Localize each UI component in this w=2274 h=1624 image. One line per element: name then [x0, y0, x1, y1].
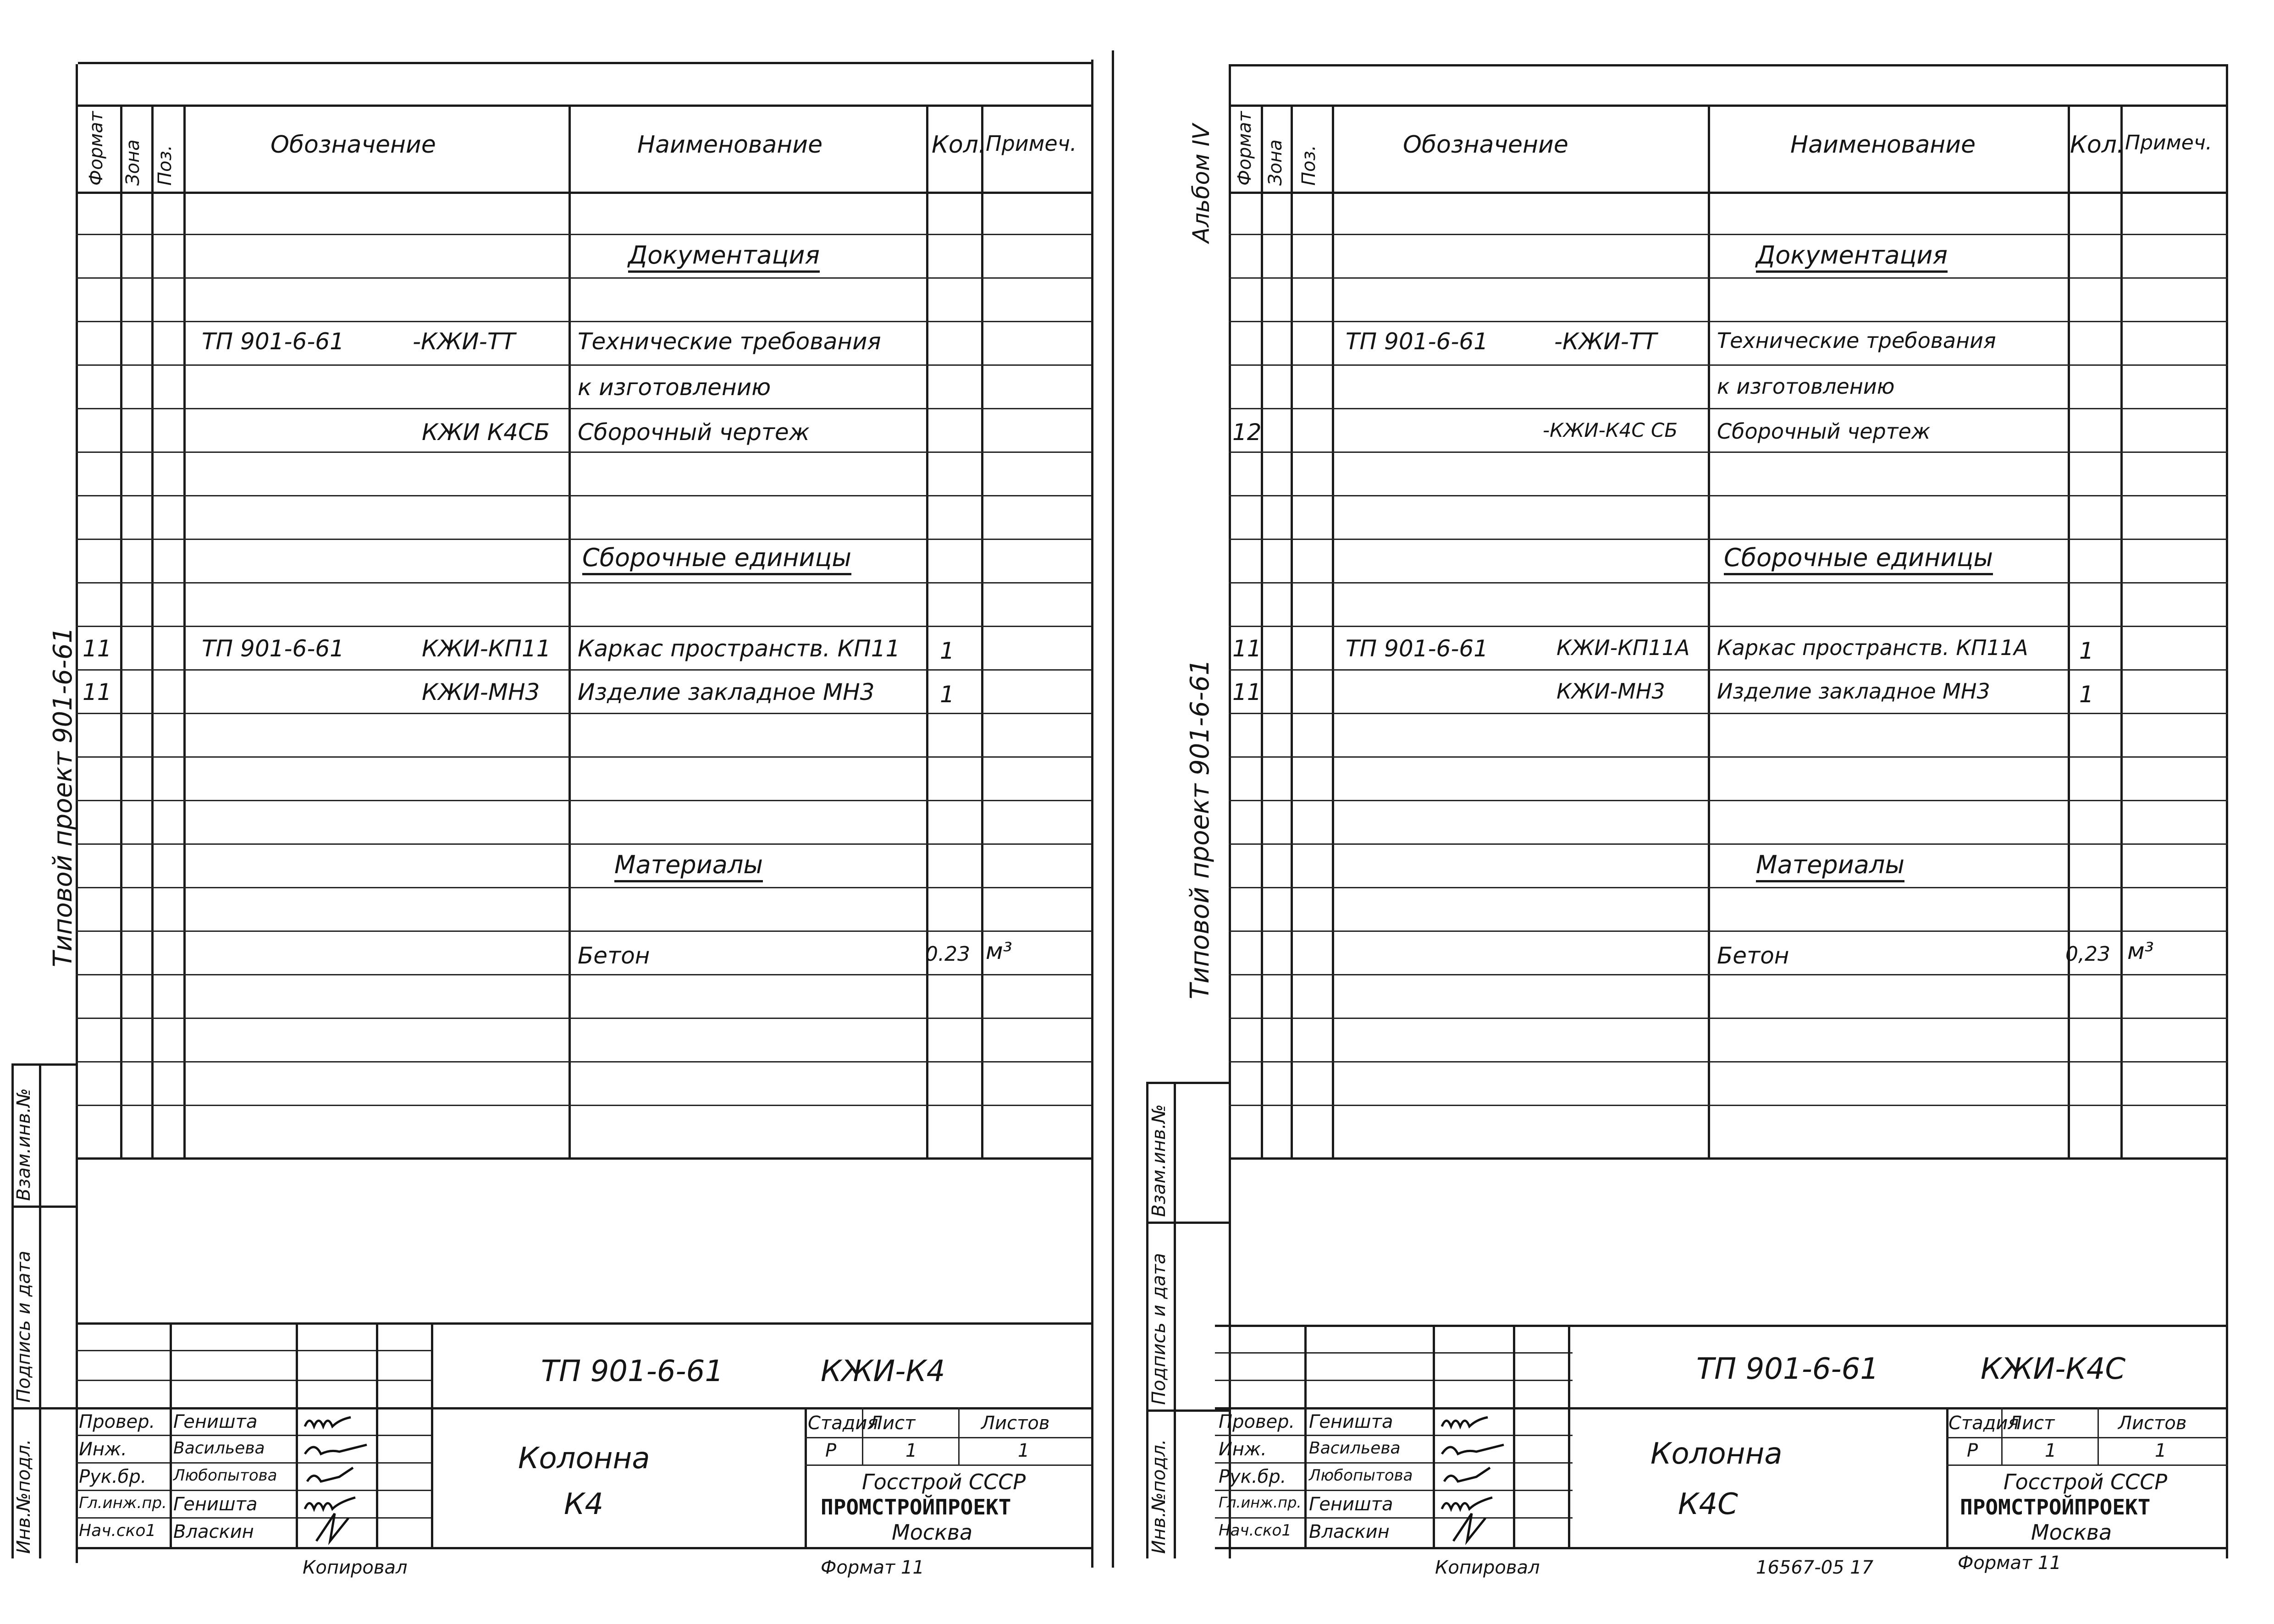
right-tb-object-name: Колонна: [1650, 1437, 1783, 1471]
left-header-top: [76, 105, 1091, 107]
left-tb-person: Любопытова: [173, 1466, 277, 1485]
left-row-line: [76, 364, 1091, 366]
left-sheet-edge: [1112, 50, 1114, 1568]
right-tb-line: [1215, 1435, 1573, 1436]
left-tb-code-b: КЖИ-К4: [821, 1354, 945, 1388]
left-col-line: [120, 105, 122, 1159]
right-sb-designation: -КЖИ-К4С СБ: [1543, 419, 1678, 441]
left-tb-person: Геништа: [173, 1411, 258, 1432]
right-row-line: [1229, 364, 2228, 366]
right-mn-qty: 1: [2079, 681, 2094, 708]
right-stamp-line: [1146, 1222, 1229, 1224]
right-tb-role: Гл.инж.пр.: [1219, 1494, 1302, 1511]
right-row-line: [1229, 451, 2228, 453]
right-tt-name-2: к изготовлению: [1717, 374, 1895, 399]
left-row-line: [76, 887, 1091, 888]
left-tb-col: [958, 1407, 960, 1464]
right-row-line: [1229, 234, 2228, 235]
left-beton-name: Бетон: [578, 942, 650, 969]
left-tb-sheets-h: Листов: [981, 1413, 1050, 1434]
left-stamp-sign: Подпись и дата: [13, 1250, 34, 1403]
right-tb-line: [1946, 1437, 2228, 1438]
left-tt-designation-a: ТП 901-6-61: [202, 328, 344, 355]
right-kp-name: Каркас пространств. КП11А: [1717, 635, 2028, 660]
right-tb-line: [1215, 1462, 1573, 1464]
left-tb-col: [170, 1322, 172, 1547]
left-margin-label: Типовой проект 901-6-61: [48, 627, 78, 967]
left-row-line: [76, 713, 1091, 714]
left-tb-org-2: ПРОМСТРОЙПРОЕКТ: [821, 1495, 1011, 1519]
right-tb-line: [1215, 1517, 1573, 1519]
left-row-line: [76, 234, 1091, 235]
left-row-line: [76, 800, 1091, 801]
right-hdr-format: Формат: [1234, 111, 1255, 186]
right-row-line: [1229, 713, 2228, 714]
right-tb-person: Любопытова: [1309, 1466, 1413, 1485]
left-hdr-pos: Поз.: [155, 145, 176, 186]
right-row-line: [1229, 1105, 2228, 1106]
left-tb-line: [76, 1407, 1091, 1409]
right-hdr-zone: Зона: [1265, 139, 1286, 186]
left-tb-line: [805, 1464, 1091, 1466]
right-tb-stage-v: Р: [1967, 1440, 1978, 1461]
right-section-documentation: Документация: [1756, 243, 1948, 273]
right-row-line: [1229, 1061, 2228, 1062]
left-hdr-zone: Зона: [122, 139, 144, 186]
right-tb-role: Нач.ско1: [1219, 1521, 1292, 1540]
left-kp-designation-b: КЖИ-КП11: [422, 635, 551, 662]
left-kp-designation-a: ТП 901-6-61: [202, 635, 344, 662]
right-hdr-qty: Кол.: [2070, 131, 2125, 159]
right-row-line: [1229, 321, 2228, 322]
right-kp-designation-b: КЖИ-КП11А: [1556, 635, 1690, 660]
left-tb-stage-v: Р: [825, 1440, 837, 1461]
left-mn-name: Изделие закладное МН3: [578, 679, 875, 705]
right-row-line: [1229, 495, 2228, 496]
right-hdr-designation: Обозначение: [1403, 131, 1568, 159]
left-section-assemblies: Сборочные единицы: [582, 545, 851, 575]
right-tb-role: Инж.: [1219, 1439, 1267, 1460]
left-tb-person: Власкин: [173, 1521, 254, 1542]
right-right-border: [2226, 64, 2228, 1558]
left-tb-role: Гл.инж.пр.: [79, 1494, 167, 1512]
right-beton-name: Бетон: [1717, 942, 1789, 969]
right-beton-unit: м³: [2127, 938, 2154, 964]
right-stamp-line: [1146, 1409, 1229, 1412]
left-row-line: [76, 582, 1091, 584]
right-row-line: [1229, 408, 2228, 409]
right-tb-line: [1215, 1490, 1573, 1491]
left-section-materials: Материалы: [614, 853, 763, 882]
left-tb-line: [76, 1435, 433, 1436]
left-stamp-line: [11, 1206, 76, 1208]
left-hdr-qty: Кол.: [932, 131, 986, 159]
left-row-line: [76, 930, 1091, 932]
left-tb-col: [376, 1322, 378, 1547]
right-row-line: [1229, 974, 2228, 975]
left-col-line: [926, 105, 928, 1159]
left-mn-qty: 1: [940, 681, 955, 708]
left-row-line: [76, 321, 1091, 322]
right-tb-col: [1513, 1325, 1515, 1547]
left-stamp-line: [11, 1407, 76, 1409]
right-col-line: [1332, 105, 1334, 1159]
left-section-documentation: Документация: [628, 243, 820, 273]
left-row-line: [76, 1105, 1091, 1106]
right-tb-role: Рук.бр.: [1219, 1466, 1286, 1487]
left-row-line: [76, 451, 1091, 453]
left-header-bottom: [76, 192, 1091, 194]
left-tb-line: [76, 1380, 433, 1381]
left-tb-role: Рук.бр.: [79, 1466, 147, 1487]
right-sb-name: Сборочный чертеж: [1717, 419, 1931, 444]
right-tb-col: [1304, 1325, 1307, 1547]
right-mn-name: Изделие закладное МН3: [1717, 679, 1990, 704]
right-tb-line: [1215, 1380, 1573, 1381]
right-row-line: [1229, 930, 2228, 932]
right-format-label: Формат 11: [1958, 1552, 2061, 1574]
right-tb-object-mark: К4С: [1678, 1487, 1738, 1521]
left-kp-qty: 1: [940, 638, 955, 664]
right-tb-col: [1568, 1325, 1570, 1547]
left-tb-col: [805, 1407, 807, 1547]
left-row-line: [76, 408, 1091, 409]
right-sb-format: 12: [1232, 419, 1262, 446]
right-stamp-replace: Взам.инв.№: [1148, 1104, 1170, 1217]
right-tb-stage-h: Стадия: [1948, 1413, 2019, 1434]
right-row-line: [1229, 843, 2228, 845]
right-tb-person: Васильева: [1309, 1439, 1401, 1458]
right-tb-sheets-v: 1: [2155, 1440, 2167, 1461]
right-kp-designation-a: ТП 901-6-61: [1346, 635, 1488, 662]
left-stamp-replace: Взам.инв.№: [13, 1088, 34, 1201]
left-hdr-note: Примеч.: [986, 131, 1077, 156]
left-col-line: [981, 105, 983, 1159]
right-section-materials: Материалы: [1756, 853, 1904, 882]
right-tb-person: Геништа: [1309, 1411, 1393, 1432]
left-tt-designation-b: -КЖИ-ТТ: [413, 328, 515, 355]
right-col-line: [1261, 105, 1263, 1159]
right-stamp-line: [1146, 1082, 1229, 1084]
left-hdr-name: Наименование: [637, 131, 823, 159]
right-tb-line: [1215, 1407, 2228, 1409]
left-col-line: [183, 105, 186, 1159]
left-signatures-icon: [298, 1408, 376, 1546]
right-row-line: [1229, 800, 2228, 801]
left-sb-name: Сборочный чертеж: [578, 419, 810, 446]
right-hdr-note: Примеч.: [2125, 131, 2212, 154]
right-row-line: [1229, 1018, 2228, 1019]
right-tb-person: Геништа: [1309, 1494, 1393, 1515]
right-album-label: Альбом IV: [1188, 124, 1214, 243]
right-hdr-name: Наименование: [1790, 131, 1976, 159]
right-kp-qty: 1: [2079, 638, 2094, 664]
left-right-border: [1091, 60, 1093, 1568]
right-row-line: [1229, 669, 2228, 671]
left-mn-format: 11: [83, 679, 112, 705]
right-header-bottom: [1229, 192, 2228, 194]
left-format-label: Формат 11: [821, 1557, 924, 1578]
left-tb-line: [76, 1462, 433, 1464]
right-tb-line: [1946, 1464, 2228, 1466]
right-stamp-sign: Подпись и дата: [1148, 1253, 1170, 1405]
left-row-line: [76, 669, 1091, 671]
right-left-border: [1229, 64, 1231, 1558]
left-row-line: [76, 277, 1091, 279]
left-tb-sheet-v: 1: [905, 1440, 917, 1461]
right-tb-sheet-v: 1: [2045, 1440, 2057, 1461]
left-tb-role: Провер.: [79, 1411, 155, 1432]
right-beton-qty: 0,23: [2065, 942, 2110, 966]
right-tb-code-a: ТП 901-6-61: [1696, 1352, 1879, 1386]
left-copied-label: Копировал: [303, 1557, 408, 1578]
right-tb-sheets-h: Листов: [2118, 1413, 2187, 1434]
right-kp-format: 11: [1232, 635, 1262, 662]
right-tb-person: Власкин: [1309, 1521, 1390, 1542]
left-tb-top: [76, 1322, 1091, 1325]
right-row-line: [1229, 887, 2228, 888]
left-col-line: [151, 105, 154, 1159]
left-row-line: [76, 756, 1091, 758]
left-tb-person: Васильева: [173, 1439, 265, 1458]
left-sb-designation: КЖИ К4СБ: [422, 419, 550, 446]
left-tb-object-name: Колонна: [518, 1442, 650, 1475]
left-kp-name: Каркас пространств. КП11: [578, 635, 900, 662]
left-tb-role: Инж.: [79, 1439, 127, 1460]
left-stamp-border: [39, 1063, 41, 1558]
right-row-line: [1229, 626, 2228, 627]
right-tt-name-1: Технические требования: [1717, 328, 1996, 353]
right-tb-line: [1215, 1352, 1573, 1354]
right-col-line: [2120, 105, 2123, 1159]
left-tb-line: [76, 1350, 433, 1351]
right-tb-col: [2097, 1407, 2099, 1464]
left-row-line: [76, 843, 1091, 845]
left-stamp-inv: Инв.№подл.: [13, 1439, 34, 1554]
left-row-line: [76, 495, 1091, 496]
left-col-line: [568, 105, 571, 1159]
right-stamp-inv: Инв.№подл.: [1148, 1439, 1170, 1554]
right-archive-number: 16567-05 17: [1756, 1557, 1874, 1578]
left-table-bottom: [76, 1157, 1091, 1160]
left-tb-sheets-v: 1: [1018, 1440, 1030, 1461]
left-tb-object-mark: К4: [564, 1487, 604, 1521]
left-hdr-designation: Обозначение: [270, 131, 436, 159]
left-row-line: [76, 626, 1091, 627]
right-signatures-icon: [1435, 1408, 1513, 1546]
right-col-line: [1708, 105, 1710, 1159]
left-top-border: [78, 62, 1093, 64]
left-tb-stage-h: Стадия: [808, 1413, 878, 1434]
left-kp-format: 11: [83, 635, 112, 662]
left-row-line: [76, 539, 1091, 540]
left-tb-sheet-h: Лист: [869, 1413, 916, 1434]
right-top-border: [1229, 64, 2228, 66]
right-row-line: [1229, 756, 2228, 758]
right-tb-sheet-h: Лист: [2008, 1413, 2055, 1434]
left-stamp-line: [11, 1063, 76, 1066]
right-tb-org-3: Москва: [2031, 1520, 2112, 1545]
right-header-top: [1229, 105, 2228, 107]
right-row-line: [1229, 539, 2228, 540]
right-tb-role: Провер.: [1219, 1411, 1295, 1432]
right-row-line: [1229, 582, 2228, 584]
left-tb-line: [76, 1517, 433, 1519]
right-mn-format: 11: [1232, 679, 1262, 705]
right-tb-code-b: КЖИ-К4С: [1981, 1352, 2126, 1386]
left-tb-org-1: Госстрой СССР: [862, 1470, 1026, 1494]
left-tb-line: [805, 1437, 1091, 1438]
right-tb-org-1: Госстрой СССР: [2004, 1470, 2168, 1494]
left-row-line: [76, 974, 1091, 975]
right-tb-bottom: [1215, 1547, 2228, 1549]
right-tb-top: [1215, 1325, 2228, 1327]
left-tb-person: Геништа: [173, 1494, 258, 1515]
right-tb-org-2: ПРОМСТРОЙПРОЕКТ: [1960, 1495, 2151, 1519]
right-col-line: [2068, 105, 2070, 1159]
left-tb-role: Нач.ско1: [79, 1521, 156, 1540]
left-hdr-format: Формат: [86, 111, 107, 186]
left-tt-name-1: Технические требования: [578, 328, 881, 355]
right-margin-label: Типовой проект 901-6-61: [1185, 659, 1215, 999]
right-tt-designation-a: ТП 901-6-61: [1346, 328, 1488, 355]
right-mn-designation: КЖИ-МН3: [1556, 679, 1665, 704]
left-row-line: [76, 1018, 1091, 1019]
right-copied-label: Копировал: [1435, 1557, 1540, 1578]
left-beton-qty: 0.23: [925, 942, 970, 966]
left-tt-name-2: к изготовлению: [578, 374, 771, 401]
right-hdr-pos: Поз.: [1298, 145, 1319, 186]
right-col-line: [1291, 105, 1293, 1159]
left-tb-line: [76, 1490, 433, 1491]
right-section-assemblies: Сборочные единицы: [1724, 545, 1993, 575]
left-beton-unit: м³: [986, 938, 1012, 964]
left-tb-bottom: [76, 1547, 1091, 1549]
left-tb-org-3: Москва: [892, 1520, 973, 1545]
left-row-line: [76, 1061, 1091, 1062]
left-tb-col: [431, 1322, 433, 1547]
right-stamp-border: [1174, 1082, 1176, 1558]
left-mn-designation: КЖИ-МН3: [422, 679, 540, 705]
right-tt-designation-b: -КЖИ-ТТ: [1554, 328, 1657, 355]
left-tb-code-a: ТП 901-6-61: [541, 1354, 724, 1388]
right-table-bottom: [1229, 1157, 2228, 1160]
right-row-line: [1229, 277, 2228, 279]
